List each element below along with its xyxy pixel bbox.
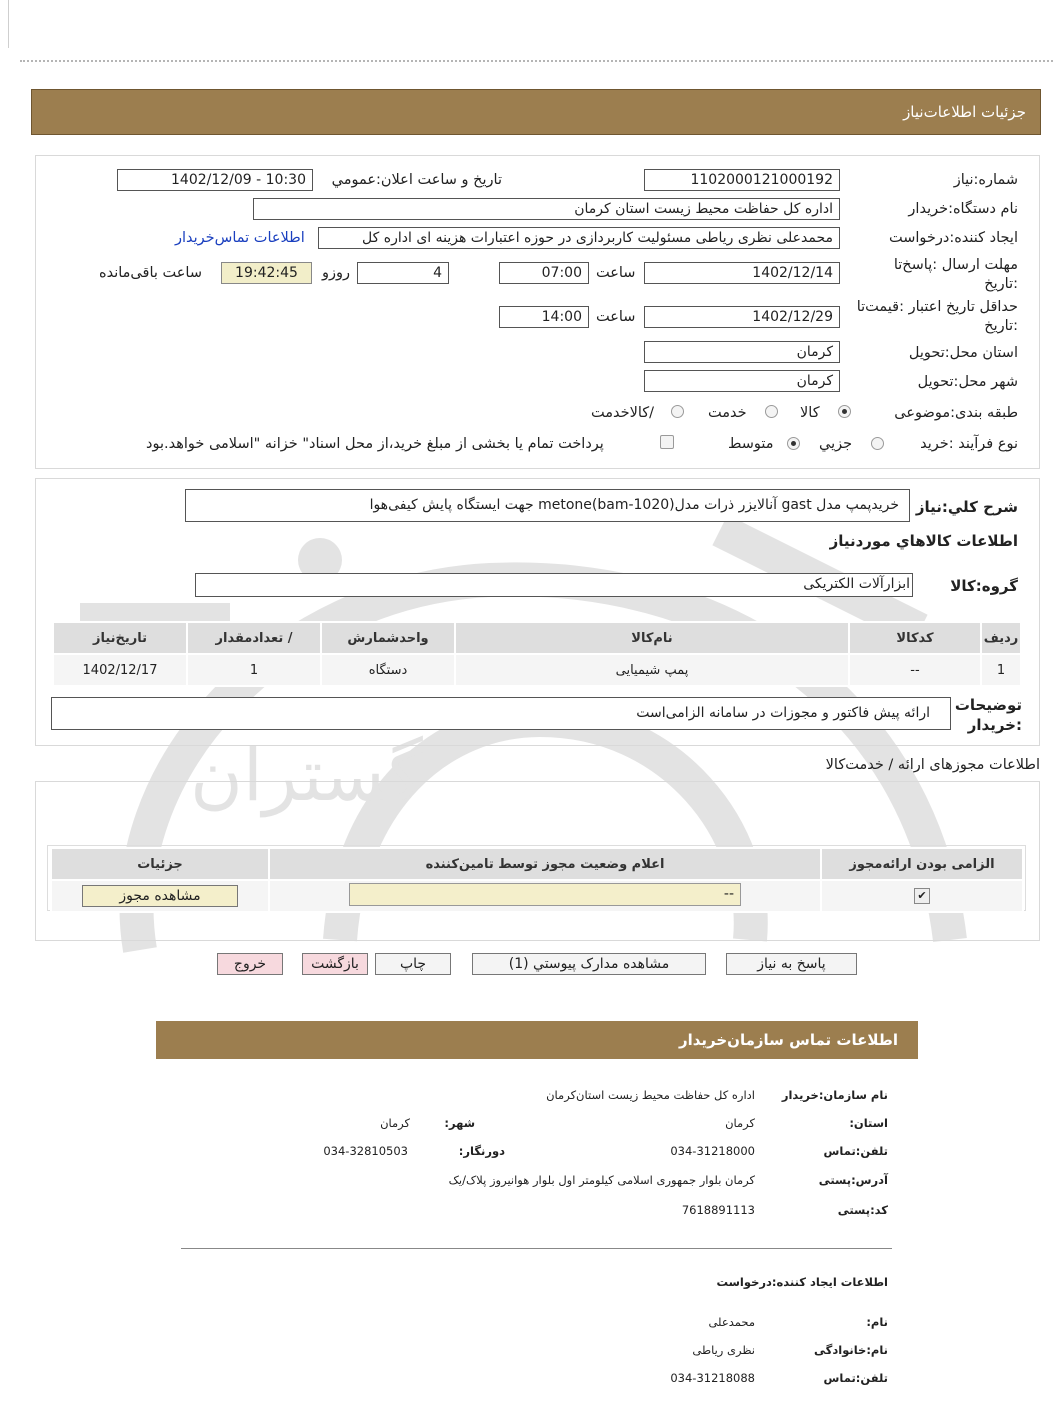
goods-group-field: ابزارآلات الکتریکی <box>195 573 913 597</box>
print-button[interactable]: چاپ <box>375 953 451 975</box>
col-permit-status: اعلام وضعیت مجوز توسط تامین‌کننده <box>269 848 821 880</box>
creator-label: ایجاد کننده‌:درخواست <box>889 230 1018 246</box>
contact-address-label: آدرس‌:پستی <box>818 1173 888 1187</box>
cell-permit-details <box>51 880 269 912</box>
cell-permit-required <box>821 880 1023 912</box>
process-medium-radio[interactable] <box>787 437 800 450</box>
contact-divider <box>181 1248 892 1249</box>
contact-city-label: شهر: <box>444 1116 475 1130</box>
announce-datetime-field: 1402/12/09 - 10:30 <box>117 169 313 191</box>
buyer-org-field: اداره کل حفاظت محیط زیست استان کرمان <box>253 198 840 220</box>
contact-org-value: اداره کل حفاظت محیط زیست استان‌کرمان <box>546 1088 755 1102</box>
col-item-name: نام‌کالا <box>455 622 849 654</box>
process-type-label: نوع فرآیند :خرید <box>920 436 1018 452</box>
creator-info-title: اطلاعات ایجاد کننده‌:درخواست <box>716 1275 888 1289</box>
page-title: جزئیات اطلاعات‌نیاز <box>903 103 1026 121</box>
category-service-radio[interactable] <box>765 405 778 418</box>
treasury-payment-checkbox[interactable] <box>660 435 674 449</box>
city-field: کرمان <box>644 370 840 392</box>
price-date-field: 1402/12/29 <box>644 306 840 328</box>
city-label: شهر محل‌:تحویل <box>917 374 1018 390</box>
contact-phone-value: 034-31218000 <box>670 1144 755 1158</box>
creator-phone-label: تلفن‌:تماس <box>823 1371 888 1385</box>
cell-quantity: 1 <box>187 654 321 686</box>
description-field: خریدپمپ مدل gast آنالایزر ذرات مدلmetone(bam-1020) جهت ایستگاه پایش کیفی‌هوا <box>185 489 910 522</box>
process-minor-label: جزیي <box>819 436 853 452</box>
back-button[interactable]: بازگشت <box>302 953 368 975</box>
permit-required-checkbox[interactable]: ✔ <box>914 888 930 904</box>
permits-table-header <box>51 848 1023 880</box>
province-field: کرمان <box>644 341 840 363</box>
contact-postal-value: 7618891113 <box>681 1203 755 1217</box>
buyer-notes-label-2: :خریدار <box>967 716 1022 734</box>
price-validity-label: حداقل تاریخ اعتبار :قیمت‌تا :تاریخ <box>856 299 1018 334</box>
category-goods-service-label: /کالاخدمت <box>591 405 655 421</box>
reply-time-field: 07:00 <box>499 262 589 284</box>
need-number-label: شماره‌:نیاز <box>953 172 1018 188</box>
contact-fax-label: دورنگار: <box>458 1144 505 1158</box>
contact-org-label: نام سازمان‌:خریدار <box>781 1088 888 1102</box>
reply-deadline-label: مهلت ارسال :پاسخ‌تا :تاریخ <box>893 257 1018 292</box>
col-need-date: تاریخ‌نیاز <box>53 622 187 654</box>
col-permit-required: الزامی بودن ارائه‌مجوز <box>821 848 1023 880</box>
permits-table <box>50 847 1024 913</box>
contact-address-value: کرمان بلوار جمهوری اسلامی کیلومتر اول بلوار هوانیروز پلاک/یک <box>448 1173 755 1187</box>
category-goods-label: کالا <box>800 405 820 421</box>
goods-table <box>52 621 1022 687</box>
buyer-notes-label-1: توضیحات <box>954 696 1022 714</box>
col-item-code: کدکالا <box>849 622 981 654</box>
creator-field: محمدعلی نظری ریاطی مسئولیت کاربردازی در حوزه اعتبارات هزینه ای اداره کل <box>318 227 840 249</box>
price-time-field: 14:00 <box>499 306 589 328</box>
reply-date-field: 1402/12/14 <box>644 262 840 284</box>
creator-family-value: نظری ریاطی <box>692 1343 755 1357</box>
goods-info-title: اطلاعات کالاهاي موردنیاز <box>829 532 1018 550</box>
watermark-text: گستران <box>190 733 423 817</box>
contact-postal-label: کد‌:پستی <box>837 1203 888 1217</box>
announce-label: تاریخ و ساعت اعلان:عمومي <box>331 172 502 188</box>
buyer-org-label: نام دستگاه‌:خریدار <box>908 201 1018 217</box>
left-border-line <box>8 0 9 48</box>
price-time-label: ساعت <box>596 309 636 325</box>
permit-status-field: -- <box>349 883 741 906</box>
days-field: 4 <box>357 262 449 284</box>
goods-group-label: گروه‌:کالا <box>950 577 1018 595</box>
cell-item-name: پمپ شیمیایی <box>455 654 849 686</box>
need-number-field: 1102000121000192 <box>644 169 840 191</box>
contact-header-title: اطلاعات تماس سازمان‌خریدار <box>678 1031 898 1049</box>
cell-row-number: 1 <box>981 654 1021 686</box>
contact-city-value: کرمان <box>380 1116 410 1130</box>
contact-province-label: استان: <box>849 1116 888 1130</box>
remaining-label: ساعت باقی‌مانده <box>99 265 202 281</box>
col-quantity: / تعدادمقدار <box>187 622 321 654</box>
page-header <box>31 89 1041 135</box>
contact-province-value: کرمان <box>725 1116 755 1130</box>
cell-unit: دستگاه <box>321 654 455 686</box>
creator-phone-value: 034-31218088 <box>670 1371 755 1385</box>
contact-fax-value: 034-32810503 <box>323 1144 408 1158</box>
days-label: روزو <box>322 265 351 281</box>
exit-button[interactable]: خروج <box>217 953 283 975</box>
creator-name-value: محمدعلی <box>708 1315 755 1329</box>
table-row <box>53 654 1021 686</box>
reply-time-label: ساعت <box>596 265 636 281</box>
category-goods-radio[interactable] <box>838 405 851 418</box>
province-label: استان محل‌:تحویل <box>908 345 1018 361</box>
col-row-number: ردیف <box>981 622 1021 654</box>
cell-permit-status <box>269 880 821 912</box>
process-medium-label: متوسط <box>728 436 774 452</box>
top-dotted-divider <box>20 60 1053 62</box>
category-goods-service-radio[interactable] <box>671 405 684 418</box>
contact-header <box>156 1021 918 1059</box>
reply-button[interactable]: پاسخ به نیاز <box>726 953 857 975</box>
buyer-notes-field: ارائه پیش فاکتور و مجوزات در سامانه الزامی‌است <box>51 697 951 730</box>
remaining-timer: 19:42:45 <box>221 262 312 284</box>
creator-name-label: نام: <box>866 1315 888 1329</box>
description-label: شرح کلي‌:نیاز <box>915 498 1018 516</box>
creator-family-label: نام‌:خانوادگی <box>814 1343 888 1357</box>
category-service-label: خدمت <box>708 405 747 421</box>
col-unit: واحدشمارش <box>321 622 455 654</box>
col-permit-details: جزئیات <box>51 848 269 880</box>
process-minor-radio[interactable] <box>871 437 884 450</box>
view-permit-button[interactable]: مشاهده مجوز <box>82 885 238 907</box>
goods-table-header <box>53 622 1021 654</box>
table-row <box>51 880 1023 912</box>
contact-phone-label: تلفن‌:تماس <box>823 1144 888 1158</box>
contact-buyer-link[interactable]: اطلاعات تماس‌خریدار <box>175 230 305 246</box>
attachments-button[interactable]: مشاهده مدارک پیوستي (1) <box>472 953 706 975</box>
cell-need-date: 1402/12/17 <box>53 654 187 686</box>
cell-item-code: -- <box>849 654 981 686</box>
treasury-payment-note: پرداخت تمام یا بخشی از مبلغ خرید،از محل اسناد" خزانه "اسلامی خواهد.بود <box>146 436 604 452</box>
permits-title: اطلاعات مجوزهای ارائه / خدمت‌کالا <box>825 757 1040 773</box>
category-label: طبقه بندی‌:موضوعی <box>894 405 1018 421</box>
